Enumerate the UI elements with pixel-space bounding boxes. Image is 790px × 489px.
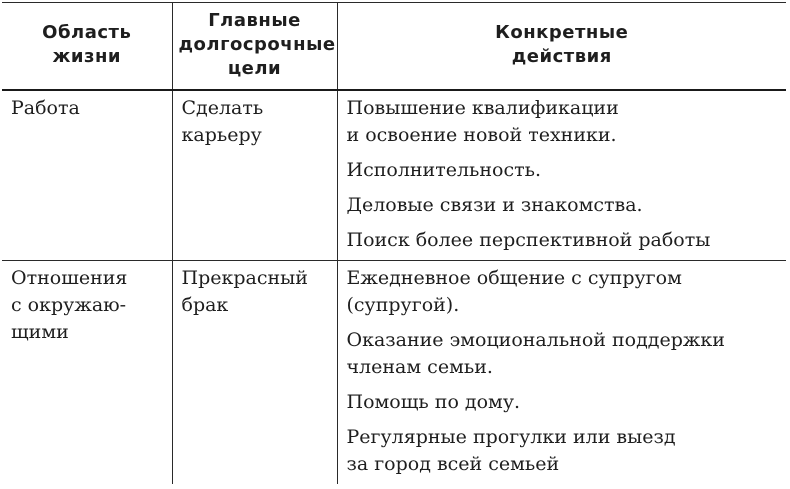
table-header	[2, 3, 786, 91]
cell-actions	[337, 90, 786, 261]
cell-goal	[172, 261, 337, 485]
goal-text: Сделать карьеру	[181, 97, 264, 146]
header-row	[2, 3, 786, 91]
action-item: Исполнительность.	[346, 159, 542, 181]
header-actions-label: Конкретные действия	[495, 22, 629, 67]
cell-area	[2, 261, 172, 485]
area-text: Работа	[11, 97, 80, 119]
action-list	[347, 95, 779, 254]
goals-table	[2, 2, 786, 484]
action-item: Помощь по дому.	[346, 391, 521, 413]
area-text: Отношения с окружаю- щими	[11, 267, 128, 343]
table-row	[2, 261, 786, 485]
table-body	[2, 90, 786, 484]
action-item: Регулярные прогулки или выезд за город всей семьей	[346, 426, 676, 475]
action-item: Поиск более перспективной работы	[346, 229, 711, 251]
header-cell-actions	[337, 3, 786, 91]
header-cell-goal	[172, 3, 337, 91]
cell-area	[2, 90, 172, 261]
action-item: Повышение квалификации и освоение новой техники.	[346, 97, 619, 146]
header-goal-label: Главные долгосрочные цели	[178, 10, 336, 79]
goal-text: Прекрасный брак	[181, 267, 308, 316]
action-item: Оказание эмоциональной поддержки членам семьи.	[346, 329, 725, 378]
table-row	[2, 90, 786, 261]
action-item: Деловые связи и знакомства.	[346, 194, 643, 216]
action-item: Ежедневное общение с супругом (супругой).	[346, 267, 682, 316]
header-cell-area	[2, 3, 172, 91]
cell-actions	[337, 261, 786, 485]
action-list	[347, 265, 779, 478]
header-area-label: Область жизни	[42, 22, 132, 67]
cell-goal	[172, 90, 337, 261]
